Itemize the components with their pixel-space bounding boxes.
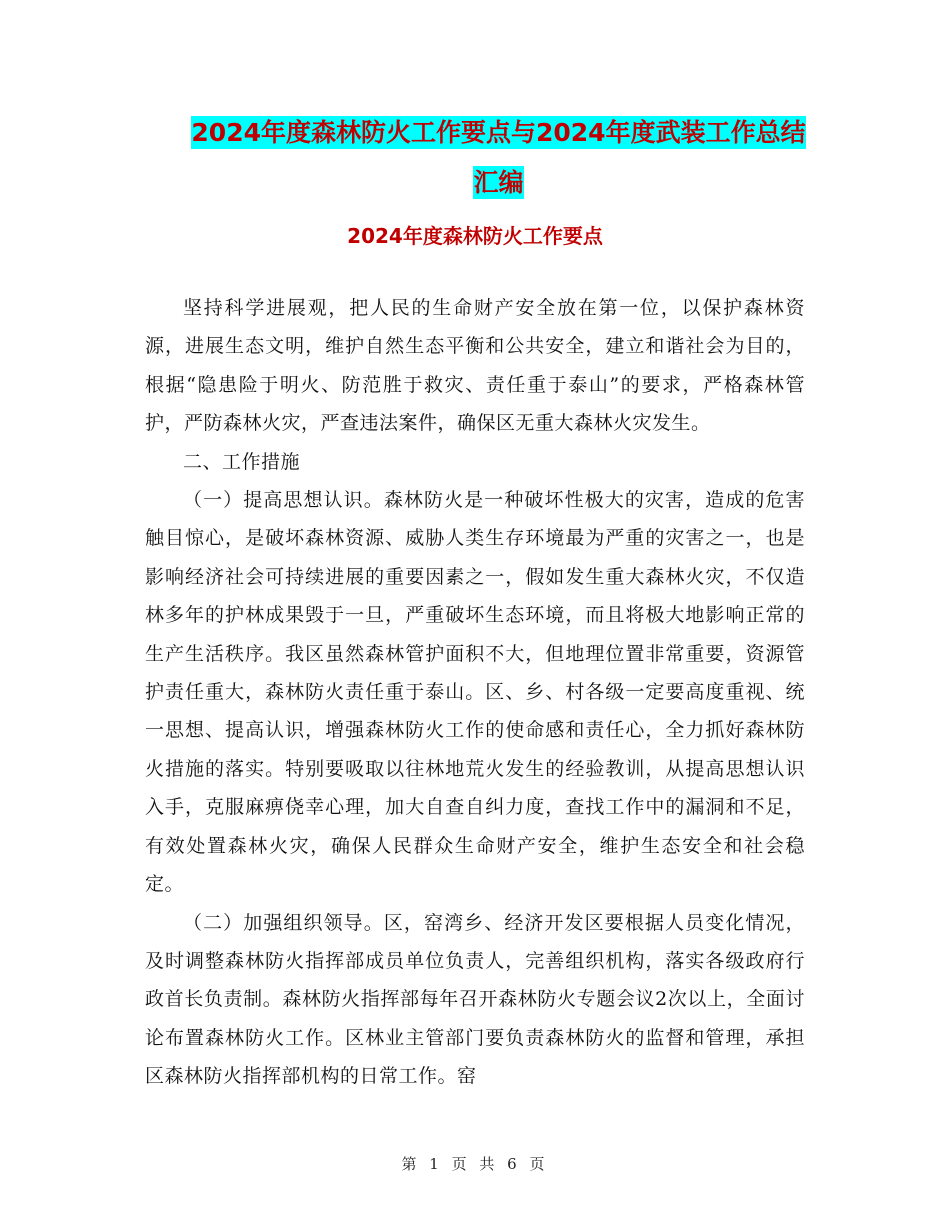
paragraph-intro: 坚持科学进展观，把人民的生命财产安全放在第一位，以保护森林资源，进展生态文明，维护自然生态平衡和公共安全，建立和谐社会为目的，根据“隐患险于明火、防范胜于救灾、责任重于泰山”的要求，严格森林管护，严防森林火灾，严查违法案件，确保区无重大森林火灾发生。 (145, 297, 805, 435)
paragraph-awareness: （一）提高思想认识。森林防火是一种破坏性极大的灾害，造成的危害触目惊心，是破坏森林资源、威胁人类生存环境最为严重的灾害之一，也是影响经济社会可持续进展的重要因素之一，假如发生重大森林火灾，不仅造林多年的护林成果毁于一旦，严重破坏生态环境，而且将极大地影响正常的生产生活秩序。我区虽然森林管护面积不大，但地理位置非常重要，资源管护责任重大，森林防火责任重于泰山。区、乡、村各级一定要高度重视、统一思想、提高认识，增强森林防火工作的使命感和责任心，全力抓好森林防火措施的落实。特别要吸取以往林地荒火发生的经验教训，从提高思想认识入手，克服麻痹侥幸心理，加大自查自纠力度，查找工作中的漏洞和不足，有效处置森林火灾，确保人民群众生命财产安全，维护生态安全和社会稳定。 (145, 489, 805, 896)
section-title: 2024年度森林防火工作要点 (347, 224, 603, 248)
document-body (145, 289, 805, 1096)
page-footer: 第 1 页 共 6 页 (401, 1155, 549, 1173)
paragraph-leadership: （二）加强组织领导。区，窑湾乡、经济开发区要根据人员变化情况，及时调整森林防火指挥部成员单位负责人，完善组织机构，落实各级政府行政首长负责制。森林防火指挥部每年召开森林防火专题会议2次以上，全面讨论布置森林防火工作。区林业主管部门要负责森林防火的监督和管理，承担区森林防火指挥部机构的日常工作。窑 (145, 911, 805, 1088)
document-title-text: 2024年度森林防火工作要点与2024年度武装工作总结汇编 (191, 118, 806, 197)
document-title (186, 108, 811, 208)
paragraph-heading-measures: 二、工作措施 (183, 450, 301, 473)
